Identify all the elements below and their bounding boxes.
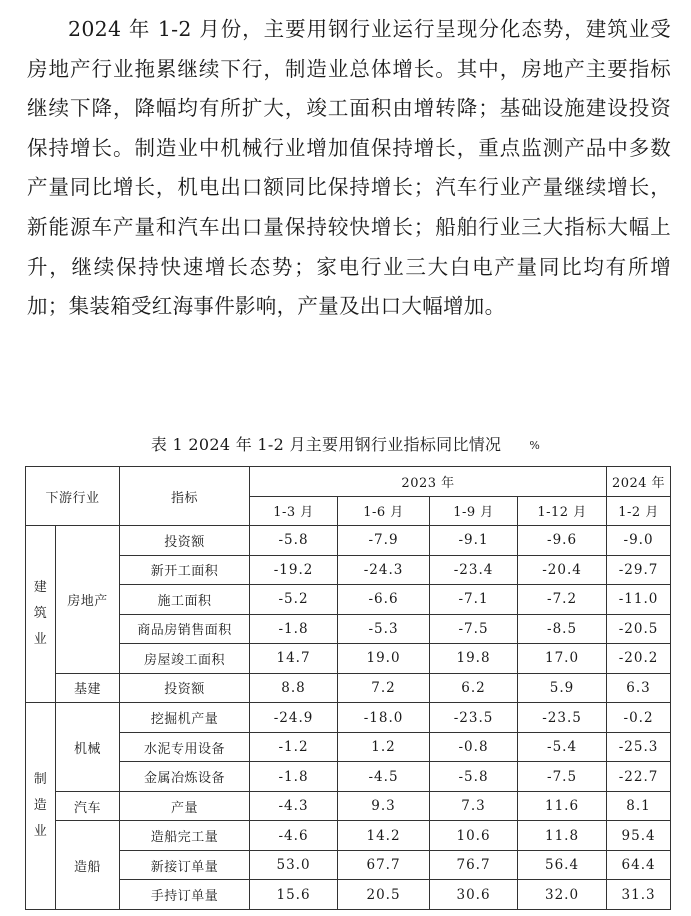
value-cell: -11.0 bbox=[607, 585, 671, 615]
value-cell: -1.8 bbox=[250, 762, 338, 792]
indicator-cell: 新接订单量 bbox=[120, 850, 250, 880]
value-cell: -9.0 bbox=[607, 526, 671, 556]
value-cell: -29.7 bbox=[607, 555, 671, 585]
value-cell: -20.5 bbox=[607, 614, 671, 644]
subgroup-machinery: 机械 bbox=[56, 703, 120, 792]
value-cell: 95.4 bbox=[607, 821, 671, 851]
header-period: 1-3 月 bbox=[250, 496, 338, 526]
indicator-cell: 金属冶炼设备 bbox=[120, 762, 250, 792]
value-cell: -4.3 bbox=[250, 791, 338, 821]
value-cell: 1.2 bbox=[338, 732, 430, 762]
value-cell: 19.8 bbox=[430, 644, 518, 674]
indicator-cell: 投资额 bbox=[120, 673, 250, 703]
value-cell: -7.5 bbox=[430, 614, 518, 644]
table-row bbox=[26, 703, 671, 733]
value-cell: -7.5 bbox=[518, 762, 607, 792]
group-manufacturing: 制 造 业 bbox=[26, 703, 56, 910]
value-cell: -1.2 bbox=[250, 732, 338, 762]
value-cell: 32.0 bbox=[518, 880, 607, 910]
steel-industry-table bbox=[25, 466, 671, 910]
table-unit: % bbox=[529, 438, 541, 452]
subgroup-shipbuilding: 造船 bbox=[56, 821, 120, 910]
value-cell: -6.6 bbox=[338, 585, 430, 615]
value-cell: -9.1 bbox=[430, 526, 518, 556]
value-cell: 9.3 bbox=[338, 791, 430, 821]
table-row bbox=[26, 880, 671, 910]
value-cell: -23.5 bbox=[430, 703, 518, 733]
value-cell: 14.2 bbox=[338, 821, 430, 851]
indicator-cell: 产量 bbox=[120, 791, 250, 821]
header-row-1 bbox=[26, 467, 671, 497]
value-cell: -23.5 bbox=[518, 703, 607, 733]
value-cell: 20.5 bbox=[338, 880, 430, 910]
table-row bbox=[26, 526, 671, 556]
value-cell: -24.9 bbox=[250, 703, 338, 733]
value-cell: 14.7 bbox=[250, 644, 338, 674]
header-period: 1-2 月 bbox=[607, 496, 671, 526]
indicator-cell: 新开工面积 bbox=[120, 555, 250, 585]
value-cell: -5.2 bbox=[250, 585, 338, 615]
subgroup-infrastructure: 基建 bbox=[56, 673, 120, 703]
table-caption bbox=[0, 433, 691, 458]
value-cell: 7.2 bbox=[338, 673, 430, 703]
header-year-2023: 2023 年 bbox=[250, 467, 607, 497]
value-cell: 8.1 bbox=[607, 791, 671, 821]
value-cell: -24.3 bbox=[338, 555, 430, 585]
value-cell: 5.9 bbox=[518, 673, 607, 703]
value-cell: 76.7 bbox=[430, 850, 518, 880]
table-row bbox=[26, 762, 671, 792]
value-cell: 53.0 bbox=[250, 850, 338, 880]
value-cell: 7.3 bbox=[430, 791, 518, 821]
value-cell: -0.8 bbox=[430, 732, 518, 762]
value-cell: 30.6 bbox=[430, 880, 518, 910]
value-cell: 19.0 bbox=[338, 644, 430, 674]
value-cell: 6.3 bbox=[607, 673, 671, 703]
value-cell: -19.2 bbox=[250, 555, 338, 585]
value-cell: 6.2 bbox=[430, 673, 518, 703]
value-cell: -9.6 bbox=[518, 526, 607, 556]
body-paragraph: 2024 年 1-2 月份，主要用钢行业运行呈现分化态势，建筑业受房地产行业拖累继续下行，制造业总体增长。其中，房地产主要指标继续下降，降幅均有所扩大，竣工面积由增转降；基础设施建设投资保持增长。制造业中机械行业增加值保持增长，重点监测产品中多数产量同比增长，机电出口额同比保持增长；汽车行业产量继续增长，新能源车产量和汽车出口量保持较快增长；船舶行业三大指标大幅上升，继续保持快速增长态势；家电行业三大白电产量同比均有所增加；集装箱受红海事件影响，产量及出口大幅增加。 bbox=[27, 17, 671, 319]
value-cell: 11.6 bbox=[518, 791, 607, 821]
value-cell: -4.5 bbox=[338, 762, 430, 792]
indicator-cell: 施工面积 bbox=[120, 585, 250, 615]
value-cell: -20.2 bbox=[607, 644, 671, 674]
value-cell: -8.5 bbox=[518, 614, 607, 644]
value-cell: 64.4 bbox=[607, 850, 671, 880]
value-cell: 10.6 bbox=[430, 821, 518, 851]
value-cell: -1.8 bbox=[250, 614, 338, 644]
value-cell: -5.8 bbox=[430, 762, 518, 792]
table-row bbox=[26, 821, 671, 851]
value-cell: -18.0 bbox=[338, 703, 430, 733]
value-cell: -5.4 bbox=[518, 732, 607, 762]
header-period: 1-9 月 bbox=[430, 496, 518, 526]
table-title: 表 1 2024 年 1-2 月主要用钢行业指标同比情况 bbox=[150, 435, 502, 454]
value-cell: 31.3 bbox=[607, 880, 671, 910]
value-cell: 8.8 bbox=[250, 673, 338, 703]
value-cell: -4.6 bbox=[250, 821, 338, 851]
value-cell: 15.6 bbox=[250, 880, 338, 910]
value-cell: -7.1 bbox=[430, 585, 518, 615]
indicator-cell: 房屋竣工面积 bbox=[120, 644, 250, 674]
value-cell: 56.4 bbox=[518, 850, 607, 880]
table-row bbox=[26, 673, 671, 703]
header-year-2024: 2024 年 bbox=[607, 467, 671, 497]
value-cell: -5.8 bbox=[250, 526, 338, 556]
indicator-cell: 水泥专用设备 bbox=[120, 732, 250, 762]
value-cell: -7.2 bbox=[518, 585, 607, 615]
value-cell: -20.4 bbox=[518, 555, 607, 585]
table-row bbox=[26, 732, 671, 762]
table-row bbox=[26, 644, 671, 674]
value-cell: -25.3 bbox=[607, 732, 671, 762]
table-row bbox=[26, 585, 671, 615]
table-row bbox=[26, 614, 671, 644]
value-cell: 67.7 bbox=[338, 850, 430, 880]
value-cell: -23.4 bbox=[430, 555, 518, 585]
indicator-cell: 挖掘机产量 bbox=[120, 703, 250, 733]
header-period: 1-12 月 bbox=[518, 496, 607, 526]
indicator-cell: 商品房销售面积 bbox=[120, 614, 250, 644]
table-row bbox=[26, 791, 671, 821]
value-cell: 17.0 bbox=[518, 644, 607, 674]
header-industry: 下游行业 bbox=[26, 467, 120, 526]
subgroup-auto: 汽车 bbox=[56, 791, 120, 821]
group-construction: 建 筑 业 bbox=[26, 526, 56, 703]
value-cell: -7.9 bbox=[338, 526, 430, 556]
value-cell: -22.7 bbox=[607, 762, 671, 792]
value-cell: 11.8 bbox=[518, 821, 607, 851]
indicator-cell: 造船完工量 bbox=[120, 821, 250, 851]
subgroup-real-estate: 房地产 bbox=[56, 526, 120, 674]
value-cell: -0.2 bbox=[607, 703, 671, 733]
header-indicator: 指标 bbox=[120, 467, 250, 526]
table-row bbox=[26, 850, 671, 880]
table-row bbox=[26, 555, 671, 585]
value-cell: -5.3 bbox=[338, 614, 430, 644]
indicator-cell: 投资额 bbox=[120, 526, 250, 556]
header-period: 1-6 月 bbox=[338, 496, 430, 526]
indicator-cell: 手持订单量 bbox=[120, 880, 250, 910]
